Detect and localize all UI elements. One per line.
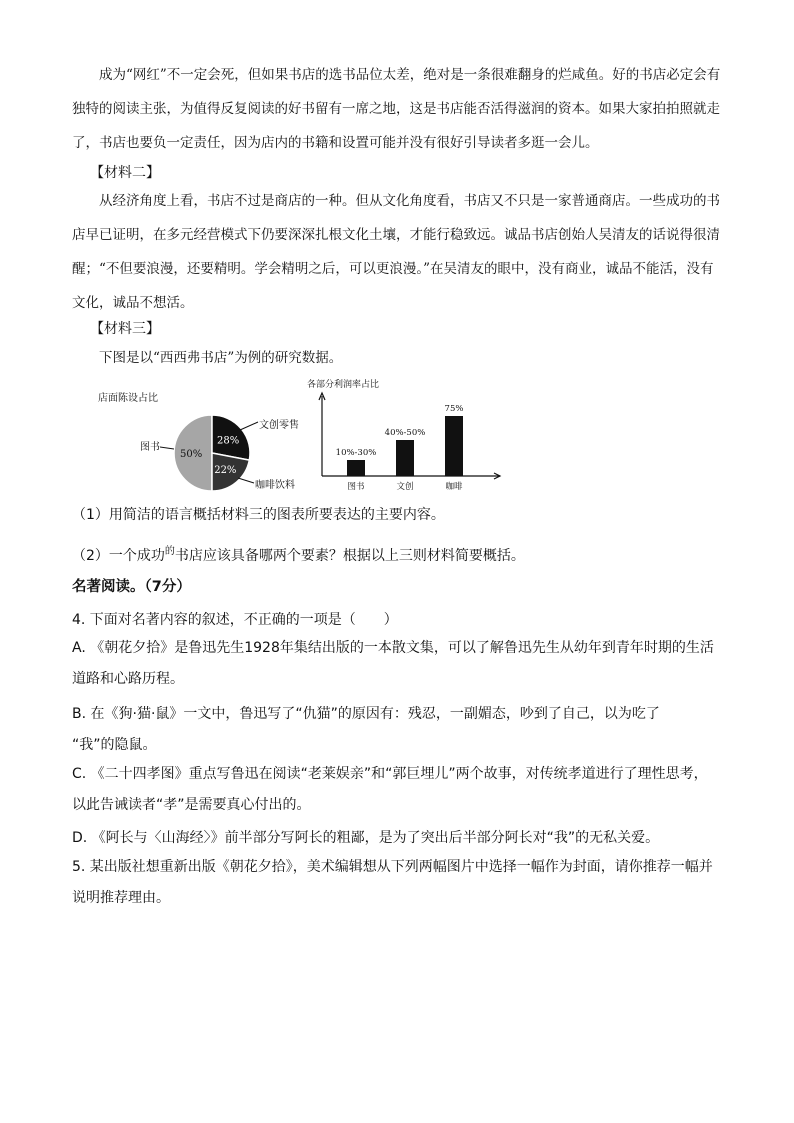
paragraph-material1-end: 成为“网红”不一定会死，但如果书店的选书品位太差，绝对是一条很难翻身的烂咸鱼。好的书店必定会有独特的阅读主张，为值得反复阅读的好书留有一席之地，这是书店能否活得滋润的资本。如果大家拍拍照就走了，书店也要负一定责任，因为店内的书籍和设置可能并没有很好引导读者多逛一会儿。: [72, 67, 721, 151]
question-1: （1）用简洁的语言概括材料三的图表所要表达的主要内容。: [72, 507, 445, 523]
bar-chart-title: 各部分利润率占比: [307, 380, 380, 390]
pie-chart: [160, 400, 280, 500]
question-5: 5. 某出版社想重新出版《朝花夕拾》，美术编辑想从下列两幅图片中选择一幅作为封面，请你推荐一幅并说明推荐理由。: [72, 859, 713, 906]
option-c: C. 《二十四孝图》重点写鲁迅在阅读“老莱娱亲”和“郭巨埋儿”两个故事，对传统孝道进行了理性思考，以此告诫读者“孝”是需要真心付出的。: [72, 766, 708, 813]
pie-label-books: 图书: [140, 442, 160, 453]
question-2-text-b: 书店应该具备哪两个要素？根据以上三则材料简要概括。: [174, 548, 525, 564]
material3-intro: 下图是以“西西弗书店”为例的研究数据。: [99, 350, 343, 366]
question-2-superscript: 的: [164, 546, 175, 557]
pie-leader-line: [160, 445, 174, 449]
bar-value-label: 40%-50%: [384, 428, 426, 438]
question-2-text-a: （2）一个成功: [72, 548, 165, 564]
pie-slice-label: 28%: [216, 435, 240, 447]
pie-leader-line: [240, 422, 258, 430]
bar: [396, 440, 414, 476]
paragraph-material2: 从经济角度上看，书店不过是商店的一种。但从文化角度看，书店又不只是一家普通商店。一些成功的书店早已证明，在多元经营模式下仍要深深扎根文化土壤，才能行稳致远。诚品书店创始人吴清友的话说得很清醒；“不但要浪漫，还要精明。学会精明之后，可以更浪漫。”在吴清友的眼中，没有商业，诚品不能活，没有文化，诚品不想活。: [72, 193, 720, 311]
pie-slice-label: 22%: [214, 465, 237, 477]
pie-leader-line: [238, 478, 254, 483]
question-4: 4. 下面对名著内容的叙述，不正确的一项是（ ）: [72, 612, 398, 628]
bar-category-label: 文创: [396, 482, 414, 492]
bar-value-label: 75%: [444, 404, 464, 414]
bar-chart: [310, 388, 510, 494]
bar: [347, 460, 365, 476]
pie-label-coffee: 咖啡饮料: [255, 480, 295, 491]
option-d: D. 《阿长与〈山海经〉》前半部分写阿长的粗鄙，是为了突出后半部分阿长对“我”的无私关爱。: [72, 830, 660, 846]
bar-value-label: 10%-30%: [335, 448, 377, 458]
option-b-line2: “我”的隐鼠。: [72, 737, 157, 753]
bar-category-label: 咖啡: [445, 482, 463, 492]
pie-label-creative: 文创零售: [259, 420, 299, 431]
material3-header: 【材料三】: [90, 321, 160, 337]
option-b-line1: B. 在《狗·猫·鼠》一文中，鲁迅写了“仇猫”的原因有：残忍，一副媚态，吵到了自己，以为吃了: [72, 706, 660, 722]
bar-category-label: 图书: [347, 482, 365, 492]
option-a: A. 《朝花夕拾》是鲁迅先生1928年集结出版的一本散文集，可以了解鲁迅先生从幼年到青年时期的生活道路和心路历程。: [72, 640, 714, 687]
pie-slice-label: 50%: [179, 449, 203, 460]
material2-header: 【材料二】: [90, 165, 160, 181]
question-2: [72, 542, 722, 566]
bar: [445, 416, 463, 476]
pie-chart-title: 店面陈设占比: [98, 393, 158, 404]
section-title-classics: 名著阅读。（7分）: [72, 579, 191, 595]
